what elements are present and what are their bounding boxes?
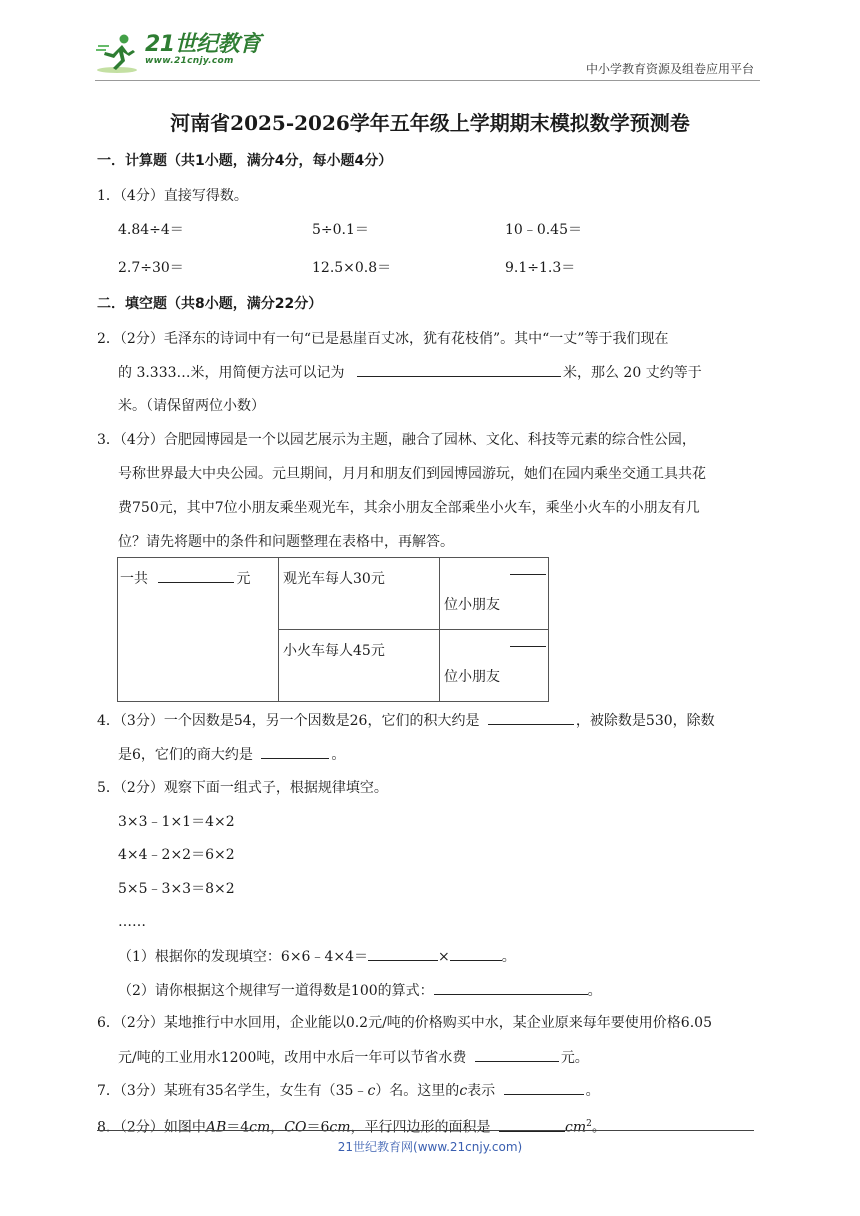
question-text: 。 xyxy=(585,1083,600,1099)
question-text: 是6，它们的商大约是 xyxy=(118,747,253,763)
question-6 xyxy=(97,1013,712,1033)
sub-question-1 xyxy=(118,946,516,967)
answer-blank[interactable] xyxy=(261,744,329,759)
question-number: 2． xyxy=(97,331,120,347)
question-number: 3． xyxy=(97,432,120,448)
question-text: 。 xyxy=(501,949,516,965)
answer-blank[interactable] xyxy=(488,710,574,725)
question-3-line: 位？请先将题中的条件和问题整理在表格中，再解答。 xyxy=(118,534,454,550)
equation: 5×5﹣3×3＝8×2 xyxy=(118,881,235,897)
question-number: 5． xyxy=(97,780,120,796)
answer-blank[interactable] xyxy=(510,632,546,647)
question-7 xyxy=(97,1080,600,1101)
answer-blank[interactable] xyxy=(158,568,234,583)
question-text: 米，那么 20 丈约等于 xyxy=(562,365,702,381)
unit: cm xyxy=(249,1119,271,1136)
sub-question-2 xyxy=(118,980,602,1001)
unit: cm xyxy=(565,1119,587,1136)
question-3 xyxy=(97,430,696,450)
variable: c xyxy=(459,1083,468,1099)
question-text: （2分）如图中 xyxy=(119,1119,206,1136)
table-cell-label xyxy=(279,558,440,630)
answer-blank[interactable] xyxy=(450,946,502,961)
runner-logo-icon xyxy=(95,32,143,76)
exponent: 2 xyxy=(586,1119,592,1129)
variable: c xyxy=(367,1083,376,1099)
calc-item: 5÷0.1＝ xyxy=(312,222,369,238)
header-divider xyxy=(95,80,760,81)
section-heading-2: 二．填空题（共8小题，满分22分） xyxy=(97,296,323,312)
cell-text: 小火车每人45元 xyxy=(283,643,385,659)
logo-text: 21世纪教育 xyxy=(145,32,261,57)
question-text: 元。 xyxy=(560,1050,589,1066)
answer-blank[interactable] xyxy=(368,946,438,961)
cell-text: 一共 xyxy=(120,571,148,587)
logo-url: www.21cnjy.com xyxy=(145,56,234,66)
question-text: 。 xyxy=(591,1119,606,1136)
question-text: ＝6 xyxy=(306,1119,330,1136)
page-title: 河南省2025-2026学年五年级上学期期末模拟数学预测卷 xyxy=(170,111,690,135)
question-text: （2分）毛泽东的诗词中有一句“已是悬崖百丈冰，犹有花枝俏”。其中“一丈”等于我们现在 xyxy=(119,331,669,347)
question-text: ）名。这里的 xyxy=(375,1083,460,1099)
condition-table xyxy=(117,557,549,702)
question-8 xyxy=(97,1114,606,1138)
ellipsis: …… xyxy=(118,914,146,930)
table-cell-answer xyxy=(440,630,549,702)
question-2 xyxy=(97,329,668,349)
variable: CO xyxy=(284,1119,307,1136)
answer-blank[interactable] xyxy=(475,1047,559,1062)
cell-text: 位小朋友 xyxy=(444,669,500,685)
question-text: 的 3.333…米，用简便方法可以记为 xyxy=(118,365,345,381)
question-5 xyxy=(97,778,388,798)
question-text: 。 xyxy=(331,747,346,763)
calc-item: 9.1÷1.3＝ xyxy=(505,260,576,276)
answer-blank[interactable] xyxy=(434,980,588,995)
answer-blank[interactable] xyxy=(504,1080,584,1095)
question-stem: （4分）直接写得数。 xyxy=(119,188,248,204)
calc-item: 2.7÷30＝ xyxy=(118,260,184,276)
question-text: 表示 xyxy=(467,1083,496,1099)
footer-link[interactable]: 21世纪教育网(www.21cnjy.com) xyxy=(337,1140,523,1154)
question-3-line: 费750元，其中7位小朋友乘坐观光车，其余小朋友全部乘坐小火车，乘坐小火车的小朋友有几 xyxy=(118,500,700,516)
question-4-line xyxy=(118,744,345,765)
question-text: （3分）某班有35名学生，女生有（35﹣ xyxy=(119,1083,368,1099)
logo xyxy=(95,32,261,76)
calc-item: 12.5×0.8＝ xyxy=(312,260,392,276)
footer-divider xyxy=(97,1130,754,1131)
question-text: ， xyxy=(270,1119,285,1136)
question-2-line xyxy=(118,362,702,383)
question-4 xyxy=(97,710,715,731)
question-text: （2）请你根据这个规律写一道得数是100的算式： xyxy=(118,983,434,999)
variable: AB xyxy=(205,1119,227,1136)
question-text: 元/吨的工业用水1200吨，改用中水后一年可以节省水费 xyxy=(118,1050,467,1066)
cell-text: 观光车每人30元 xyxy=(283,571,385,587)
platform-name: 中小学教育资源及组卷应用平台 xyxy=(585,62,754,76)
section-heading-1: 一．计算题（共1小题，满分4分，每小题4分） xyxy=(97,153,393,169)
question-text: 。 xyxy=(587,983,602,999)
question-text: （2分）观察下面一组式子，根据规律填空。 xyxy=(119,780,388,796)
equation: 4×4﹣2×2＝6×2 xyxy=(118,847,235,863)
question-number: 8． xyxy=(97,1119,120,1136)
table-cell-label xyxy=(279,630,440,702)
question-text: （4分）合肥园博园是一个以园艺展示为主题，融合了园林、文化、科技等元素的综合性公园， xyxy=(119,432,696,448)
question-text: ，被除数是530，除数 xyxy=(575,713,715,729)
question-3-line: 号称世界最大中央公园。元旦期间，月月和朋友们到园博园游玩，她们在园内乘坐交通工具共花 xyxy=(118,466,706,482)
question-text: （2分）某地推行中水回用，企业能以0.2元/吨的价格购买中水，某企业原来每年要使用价格6.05 xyxy=(119,1015,712,1031)
question-number: 7． xyxy=(97,1083,120,1099)
calc-item: 10﹣0.45＝ xyxy=(505,222,582,238)
question-6-line xyxy=(118,1047,589,1068)
question-text: ，平行四边形的面积是 xyxy=(350,1119,491,1136)
question-number: 4． xyxy=(97,713,120,729)
question-number: 6． xyxy=(97,1015,120,1031)
question-text: （1）根据你的发现填空：6×6﹣4×4＝ xyxy=(118,949,368,965)
question-text: × xyxy=(438,949,450,965)
unit: cm xyxy=(329,1119,351,1136)
question-text: （3分）一个因数是54，另一个因数是26，它们的积大约是 xyxy=(119,713,480,729)
question-2-line: 米。（请保留两位小数） xyxy=(118,398,265,414)
question-text: ＝4 xyxy=(226,1119,250,1136)
answer-blank[interactable] xyxy=(357,362,561,377)
equation: 3×3﹣1×1＝4×2 xyxy=(118,814,235,830)
page-header xyxy=(95,30,760,80)
question-number: 1． xyxy=(97,188,120,204)
calc-item: 4.84÷4＝ xyxy=(118,222,184,238)
table-cell-answer xyxy=(440,558,549,630)
cell-text: 位小朋友 xyxy=(444,597,500,613)
table-cell-total xyxy=(118,558,279,702)
answer-blank[interactable] xyxy=(510,560,546,575)
question-1 xyxy=(97,186,248,206)
cell-text: 元 xyxy=(236,571,251,587)
